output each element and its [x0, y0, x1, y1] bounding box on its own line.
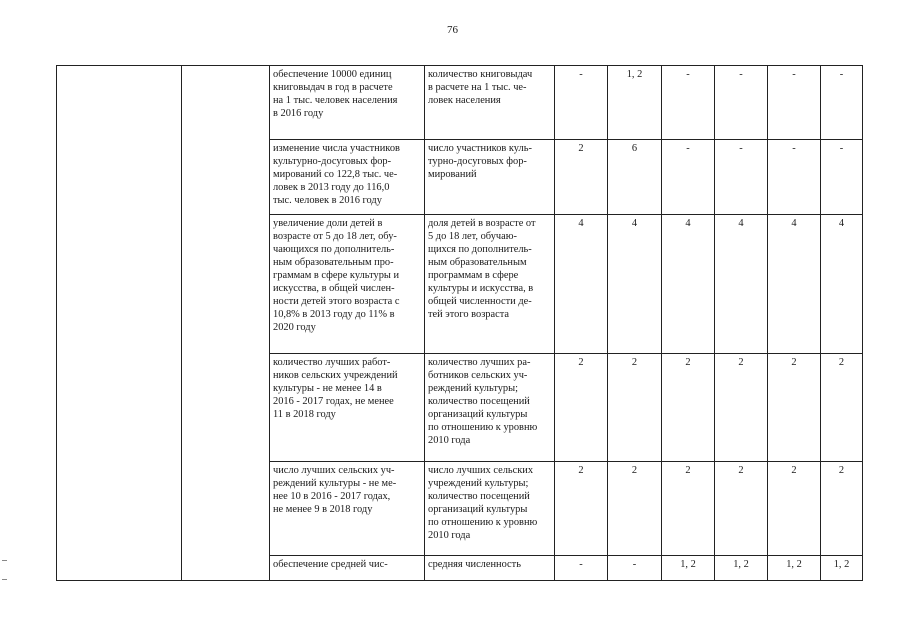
program-table	[56, 65, 863, 581]
value-cell: 1, 2	[768, 556, 821, 581]
value-cell: 2	[555, 354, 608, 462]
value-cell: 4	[555, 215, 608, 354]
value-cell: -	[715, 66, 768, 140]
value-cell: 1, 2	[821, 556, 863, 581]
value-cell: 2	[662, 354, 715, 462]
indicator-cell: число лучших сельских учреждений культуры; количество посещений организаций культуры по отношению к уровню 2010 года	[425, 462, 555, 556]
value-cell: 1, 2	[608, 66, 662, 140]
table-row	[57, 66, 863, 140]
indicator-cell: число участников куль- турно-досуговых фор- мирований	[425, 140, 555, 215]
indicator-cell: средняя численность	[425, 556, 555, 581]
measure-cell: обеспечение средней чис-	[270, 556, 425, 581]
value-cell: -	[821, 140, 863, 215]
indicator-cell: доля детей в возрасте от 5 до 18 лет, обучаю- щихся по дополнитель- ным образовательным программам в сфере культуры и искусства, в общей численности де- тей этого возраста	[425, 215, 555, 354]
scan-edge-mark	[2, 560, 7, 580]
value-cell: 4	[715, 215, 768, 354]
indicator-cell: количество лучших ра- ботников сельских уч- реждений культуры; количество посещений организаций культуры по отношению к уровню 2010 года	[425, 354, 555, 462]
value-cell: 2	[715, 354, 768, 462]
value-cell: 4	[821, 215, 863, 354]
merged-blank-cell	[57, 66, 182, 581]
value-cell: -	[715, 140, 768, 215]
measure-cell: число лучших сельских уч- реждений культуры - не ме- нее 10 в 2016 - 2017 годах, не менее 9 в 2018 году	[270, 462, 425, 556]
value-cell: 2	[715, 462, 768, 556]
measure-cell: увеличение доли детей в возрасте от 5 до 18 лет, обу- чающихся по дополнитель- ным образовательным про- граммам в сфере культуры и искусства, в общей числен- ности детей этого возраста с 10,8% в 2013 году до 11% в 2020 году	[270, 215, 425, 354]
value-cell: 2	[608, 462, 662, 556]
value-cell: 2	[821, 462, 863, 556]
value-cell: -	[608, 556, 662, 581]
value-cell: 2	[555, 462, 608, 556]
value-cell: -	[555, 556, 608, 581]
value-cell: 4	[768, 215, 821, 354]
value-cell: -	[662, 140, 715, 215]
value-cell: 2	[821, 354, 863, 462]
value-cell: 1, 2	[715, 556, 768, 581]
value-cell: 2	[768, 462, 821, 556]
merged-blank-cell	[182, 66, 270, 581]
value-cell: -	[555, 66, 608, 140]
value-cell: 2	[662, 462, 715, 556]
indicator-cell: количество книговыдач в расчете на 1 тыс. че- ловек населения	[425, 66, 555, 140]
measure-cell: обеспечение 10000 единиц книговыдач в год в расчете на 1 тыс. человек населения в 2016 году	[270, 66, 425, 140]
value-cell: 4	[662, 215, 715, 354]
value-cell: -	[768, 66, 821, 140]
value-cell: 1, 2	[662, 556, 715, 581]
value-cell: -	[821, 66, 863, 140]
measure-cell: количество лучших работ- ников сельских учреждений культуры - не менее 14 в 2016 - 2017 годах, не менее 11 в 2018 году	[270, 354, 425, 462]
value-cell: 2	[555, 140, 608, 215]
value-cell: 6	[608, 140, 662, 215]
page-number: 76	[447, 24, 458, 36]
value-cell: 2	[768, 354, 821, 462]
value-cell: -	[662, 66, 715, 140]
value-cell: 4	[608, 215, 662, 354]
measure-cell: изменение числа участников культурно-досуговых фор- мирований со 122,8 тыс. че- ловек в 2013 году до 116,0 тыс. человек в 2016 году	[270, 140, 425, 215]
value-cell: -	[768, 140, 821, 215]
value-cell: 2	[608, 354, 662, 462]
